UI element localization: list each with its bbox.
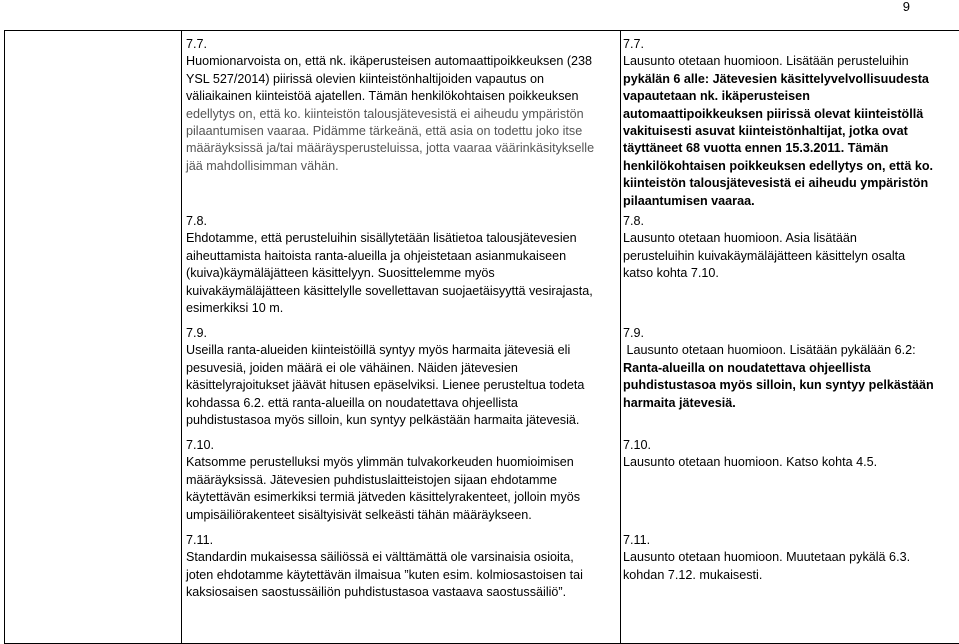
response-7-7 (623, 36, 953, 210)
text-line: puhdistustasoa myös silloin, kun syntyy pelkästään (623, 378, 934, 393)
text-line: käytettävän esimerkiksi termiä jätveden käsittelyrakenteet, jolloin myös (186, 490, 581, 505)
item-number: 7.10. (623, 438, 652, 452)
text-line: YSL 527/2014) piirissä olevien kiinteistönhaltijoiden vapautus on (186, 71, 544, 86)
item-number: 7.11. (623, 533, 651, 547)
text-line: edellytys on, että ko. kiinteistön talousjätevesistä ei aiheudu ympäristön (186, 106, 584, 121)
text-line: automaattipoikkeuksen piirissä olevat kiinteistöllä (623, 106, 924, 121)
response-7-8 (623, 213, 953, 283)
text-line: jää mahdollisimman vähän. (186, 158, 339, 173)
comment-7-11 (186, 532, 616, 602)
text-line: Useilla ranta-alueiden kiinteistöillä syntyy myös harmaita jätevesiä eli (186, 343, 571, 358)
text-line: pilaantumisen vaaraa. Pidämme tärkeänä, että asia on todettu joko itse (186, 124, 583, 139)
text-line: kiinteistön talousjätevesistä ei aiheudu ympäristön (623, 176, 929, 191)
comment-7-8 (186, 213, 616, 317)
text-line: vakituisesti asuvat kiinteistönhaltijat, jotka ovat (623, 124, 908, 139)
item-number: 7.9. (186, 326, 208, 340)
text-line: esimerkiksi 10 m. (186, 301, 284, 316)
text-line: henkilökohtaisen poikkeuksen edellytys on, että ko. (623, 158, 934, 173)
text-line: käsittelyrajoitukset jäävät hitusen epäselviksi. Lienee perusteltua todeta (186, 378, 585, 393)
text-line: määräyksissä ja/tai määräysperusteluissa, jotta vaaraa väärinkäsitykselle (186, 141, 595, 156)
text-line: Huomionarvoista on, että nk. ikäperusteisen automaattipoikkeuksen (238 (186, 54, 593, 69)
text-line: Lausunto otetaan huomioon. Asia lisätään (623, 231, 857, 246)
text-line: täyttäneet 68 vuotta ennen 15.3.2011. Tämän (623, 141, 889, 156)
response-7-9 (623, 325, 953, 412)
table-divider (620, 31, 621, 643)
item-number: 7.8. (623, 214, 645, 228)
text-line: kohdassa 6.2. että ranta-alueilla on noudatettava ohjeellista (186, 395, 518, 410)
item-number: 7.11. (186, 533, 214, 547)
text-line: Lausunto otetaan huomioon. Muutetaan pykälä 6.3. (623, 550, 911, 565)
text-line: vapautetaan nk. ikäperusteisen (623, 89, 810, 104)
text-line: Ranta-alueilla on noudatettava ohjeellista (623, 360, 871, 375)
text-line: harmaita jätevesiä. (623, 395, 736, 410)
response-7-11 (623, 532, 953, 584)
text-line: Lausunto otetaan huomioon. Lisätään pykälään 6.2: (623, 343, 916, 358)
response-7-10 (623, 437, 953, 472)
text-line: väliaikainen kiinteistöä ajatellen. Tämän henkilökohtaisen poikkeuksen (186, 89, 579, 104)
text-line: joten ehdotamme käytettävän ilmaisua ”kuten esim. kolmiosastoisen tai (186, 567, 583, 582)
text-line: Katsomme perustelluksi myös ylimmän tulvakorkeuden huomioimisen (186, 455, 574, 470)
text-line: Lausunto otetaan huomioon. Lisätään perusteluihin (623, 54, 909, 69)
text-line: Standardin mukaisessa säiliössä ei välttämättä ole varsinaisia osioita, (186, 550, 574, 565)
text-line: kaksiosaisen saostussäiliön puhdistustasoa vastaava saostussäiliö”. (186, 585, 567, 600)
item-number: 7.8. (186, 214, 208, 228)
text-line: Lausunto otetaan huomioon. Katso kohta 4.5. (623, 455, 878, 470)
item-number: 7.10. (186, 438, 215, 452)
comment-7-7 (186, 36, 616, 175)
text-line: Ehdotamme, että perusteluihin sisällytetään lisätietoa talousjätevesien (186, 231, 577, 246)
table-divider (181, 31, 182, 643)
item-number: 7.7. (623, 37, 645, 51)
item-number: 7.7. (186, 37, 208, 51)
text-line: kohdan 7.12. mukaisesti. (623, 567, 763, 582)
comment-7-9 (186, 325, 616, 429)
text-line: pesuvesiä, joiden määrä ei ole vähäinen. Näiden jätevesien (186, 360, 518, 375)
text-line: katso kohta 7.10. (623, 266, 719, 281)
comment-7-10 (186, 437, 616, 524)
text-line: pykälän 6 alle: Jätevesien käsittelyvelvollisuudesta (623, 71, 929, 86)
text-line: umpisäiliörakenteet sisältyisivät selkeästi tähän määräykseen. (186, 507, 532, 522)
text-line: perusteluihin kuivakäymäläjätteen käsittelyn osalta (623, 248, 906, 263)
text-line: (kuiva)käymäläjätteen käsittelyyn. Suosittelemme myös (186, 266, 495, 281)
text-line: puhdistustasoa myös silloin, kun syntyy pelkästään harmaita jätevesiä. (186, 413, 580, 428)
text-line: aiheuttamista haitoista ranta-alueilla ja ohjeistetaan asianmukaiseen (186, 248, 567, 263)
text-line: kuivakäymäläjätteen käsittelylle sovellettavan suojaetäisyyttä vesirajasta, (186, 283, 593, 298)
text-line: määräyksissä. Jätevesien puhdistuslaitteistojen sijaan ehdotamme (186, 472, 558, 487)
text-line: pilaantumisen vaaraa. (623, 193, 755, 208)
item-number: 7.9. (623, 326, 645, 340)
page-number: 9 (902, 0, 910, 14)
